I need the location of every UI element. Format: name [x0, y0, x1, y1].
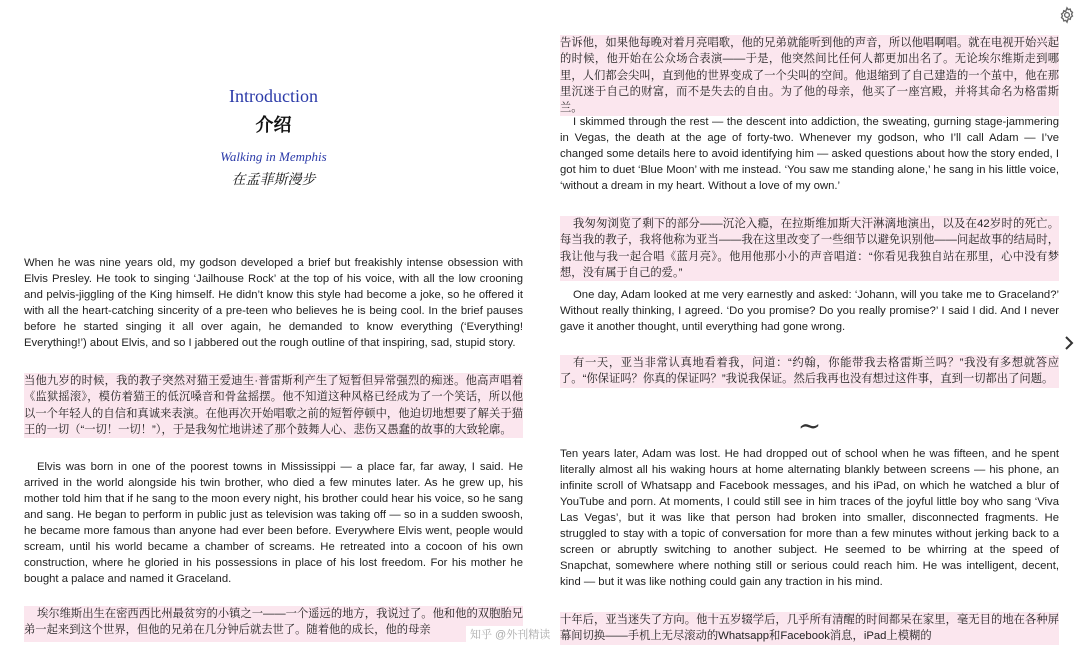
paragraph-zh: 埃尔维斯出生在密西西比州最贫穷的小镇之一——一个遥远的地方，我说过了。他和他的双胞胎兄弟一起来到这个世界，但他的兄弟在几分钟后就去世了。随着他的成长，他的母亲: [24, 606, 523, 642]
chapter-title-en: Introduction: [229, 86, 318, 106]
chevron-right-icon[interactable]: [1062, 334, 1076, 352]
chapter-title-block: [24, 84, 523, 190]
paragraph-en: When he was nine years old, my godson developed a brief but freakishly intense obsession with Elvis Presley. He took to singing ‘Jailhouse Rock’ at the top of his voice, with all the low crooning and pelvis-jiggling of the King himself. He didn’t know this style had become a joke, so he offered it with all the heart-catching sincerity of a pre-teen who believes he is being cool. In the brief pauses before he started singing it all over again, he demanded to know everything (‘Everything! Everything!’) about Elvis, and so I jabbered out the rough outline of that inspiring, sad, stupid story.: [24, 257, 523, 349]
paragraph-en: Ten years later, Adam was lost. He had dropped out of school when he was fifteen, and he spent literally almost all his waking hours at home alternating blankly between screens — his phone, an infinite scroll of Whatsapp and Facebook messages, and his iPad, on which he watched a blur of YouTube and porn. At moments, I could still see in him traces of the joyful little boy who sang ‘Viva Las Vegas’, but it was like that person had broken into smaller, disconnected fragments. He struggled to stay with a topic of conversation for more than a few minutes without jerking back to a screen or abruptly switching to another subject. He seemed to be whirring at the speed of Snapchat, somewhere where nothing still or serious could reach him. He was intelligent, decent, kind — but it was like nothing could gain any traction in his mind.: [560, 448, 1059, 588]
paragraph-zh: 当他九岁的时候，我的教子突然对猫王爱迪生·普雷斯利产生了短暂但异常强烈的痴迷。他高声唱着《监狱摇滚》，模仿着猫王的低沉嗓音和骨盆摇摆。他不知道这种风格已经成为了一个笑话，所以他以一个年轻人的自信和真诚来表演。在他再次开始唱歌之前的短暂停顿中，他迫切地想要了解关于猫王的一切（“一切！一切！”），于是我匆忙地讲述了那个鼓舞人心、悲伤又愚蠢的故事的大致轮廓。: [24, 373, 523, 438]
watermark: 知乎 @外刊精读: [466, 626, 554, 642]
section-divider: ~: [797, 409, 822, 442]
paragraph-zh: 告诉他，如果他每晚对着月亮唱歌，他的兄弟就能听到他的声音，所以他唱啊唱。就在电视开始兴起的时候，他开始在公众场合表演——于是，他突然间比任何人都更加出名了。无论埃尔维斯走到哪里，人们都会尖叫，直到他的世界变成了一个尖叫的空间。他退缩到了自己建造的一个茧中，他在那里沉迷于自己的财富，而不是失去的自由。为了他的母亲，他买了一座宫殿，并将其命名为格雷斯兰。: [560, 35, 1059, 116]
chapter-title-zh: 介绍: [255, 115, 292, 136]
paragraph-zh: 我匆匆浏览了剩下的部分——沉沦入瘾，在拉斯维加斯大汗淋漓地演出，以及在42岁时的死亡。每当我的教子，我将他称为亚当——我在这里改变了一些细节以避免识别他——问起故事的结局时，我让他与我一起合唱《蓝月亮》。他用他那小小的声音唱道：“你看见我独自站在那里，心中没有梦想，没有属于自己的爱。”: [560, 216, 1059, 281]
chapter-subtitle-zh: 在孟菲斯漫步: [231, 172, 316, 188]
gear-icon[interactable]: [1058, 6, 1076, 24]
paragraph-en: Elvis was born in one of the poorest towns in Mississippi — a place far, far away, I said. He arrived in the world alongside his twin brother, who died a few minutes later. As he grew up, his mother told him that if he sang to the moon every night, his brother could hear his voice, so he sang and sang. He began to perform in public just as television was taking off — so in a sudden swoosh, he became more famous than anyone had ever been before. Everywhere Elvis went, people would scream, until his world became a chamber of screams. He retreated into a cocoon of his own construction, where he gloried in his possessions in place of his lost freedom. For his mother he bought a palace and named it Graceland.: [24, 461, 523, 585]
paragraph-zh: 有一天，亚当非常认真地看着我，问道：“约翰，你能带我去格雷斯兰吗？”我没有多想就答应了。“你保证吗？你真的保证吗？”我说我保证。然后我再也没有想过这件事，直到一切都出了问题。: [560, 355, 1059, 388]
paragraph-en: One day, Adam looked at me very earnestly and asked: ‘Johann, will you take me to Graceland?’ Without really thinking, I agreed. ‘Do you promise? Do you really promise?’ I said I did. And I never gave it another thought, until everything had gone wrong.: [560, 289, 1059, 333]
chapter-subtitle-en: Walking in Memphis: [220, 149, 327, 164]
paragraph-zh: 十年后，亚当迷失了方向。他十五岁辍学后，几乎所有清醒的时间都呆在家里，毫无目的地在各种屏幕间切换——手机上无尽滚动的Whatsapp和Facebook消息，iPad上模糊的: [560, 612, 1059, 645]
paragraph-en: I skimmed through the rest — the descent into addiction, the sweating, gurning stage-jammering in Vegas, the death at the age of forty-two. Whenever my godson, who I’ll call Adam — I’ve changed some details here to avoid identifying him — asked questions about how the story ended, I got him to duet ‘Blue Moon’ with me instead. ‘You saw me standing alone,’ he sang in his little voice, ‘without a dream in my heart. Without a love of my own.’: [560, 116, 1059, 192]
